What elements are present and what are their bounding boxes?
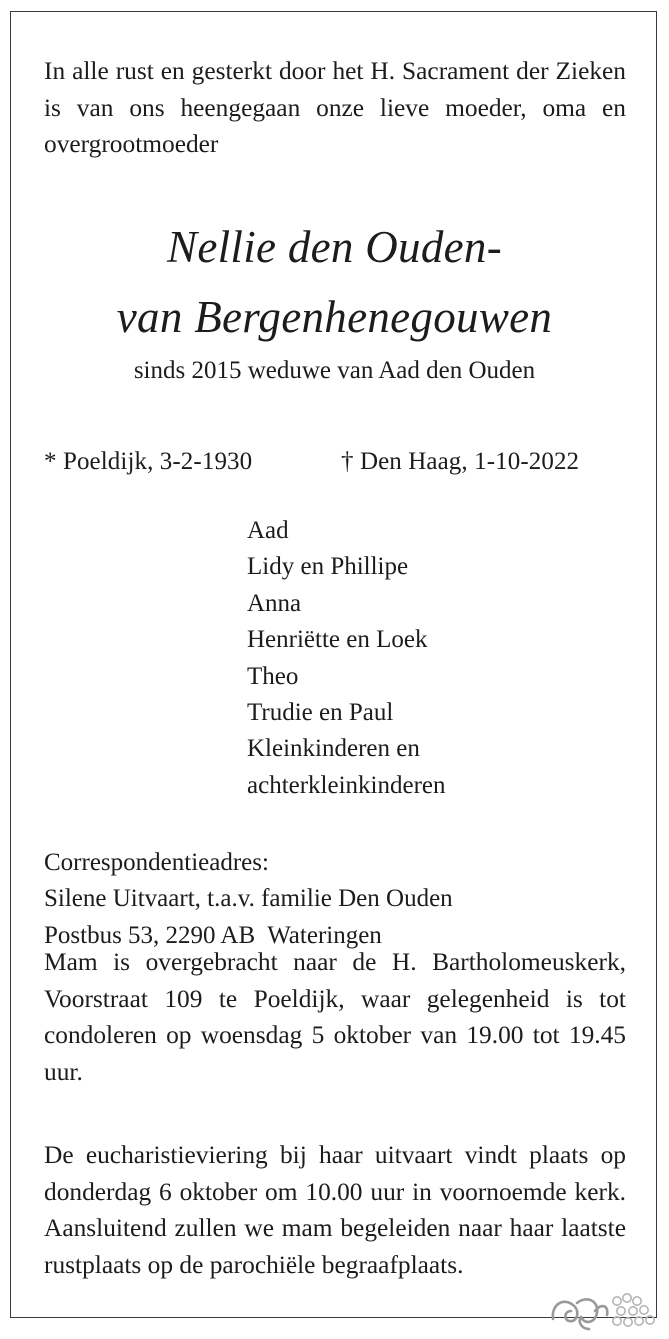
death-info: † Den Haag, 1-10-2022 xyxy=(341,448,580,475)
service-text: De eucharistieviering bij haar uitvaart vindt plaats op donderdag 6 oktober om 10.00 uur in voornoemde kerk. Aansluitend zullen we mam begeleiden naar haar laatste rustplaats op de parochiële begraafplaats. xyxy=(44,1141,626,1279)
correspondence-line1: Silene Uitvaart, t.a.v. familie Den Ouden xyxy=(44,885,453,913)
family-member: Kleinkinderen en xyxy=(247,735,420,763)
widow-line: sinds 2015 weduwe van Aad den Ouden xyxy=(133,357,536,384)
family-member: Theo xyxy=(247,662,299,690)
family-list xyxy=(247,513,446,804)
correspondence-label: Correspondentieadres: xyxy=(44,849,269,876)
family-member: Aad xyxy=(247,517,289,544)
family-member: Henriëtte en Loek xyxy=(247,626,428,654)
intro-text: In alle rust en gesterkt door het H. Sacrament der Zieken is van ons heengegaan onze lieve moeder, oma en overgrootmoeder xyxy=(44,57,626,159)
family-member: Lidy en Phillipe xyxy=(247,553,409,581)
deceased-name-line1: Nellie den Ouden- xyxy=(167,222,502,272)
family-member: achterkleinkinderen xyxy=(247,771,446,799)
condolence-text: Mam is overgebracht naar de H. Bartholomeuskerk, Voorstraat 109 te Poeldijk, waar gelegenheid is tot condoleren op woensdag 5 oktober van 19.00 tot 19.45 uur. xyxy=(44,948,626,1086)
deceased-name-line2: van Bergenhenegouwen xyxy=(116,292,553,342)
birth-info: * Poeldijk, 3-2-1930 xyxy=(44,448,253,475)
correspondence-address xyxy=(44,845,453,954)
correspondence-line2: Postbus 53, 2290 AB Wateringen xyxy=(44,921,382,949)
family-member: Anna xyxy=(247,589,302,617)
family-member: Trudie en Paul xyxy=(247,699,394,727)
mensenlinq-logo-icon xyxy=(547,1289,659,1335)
